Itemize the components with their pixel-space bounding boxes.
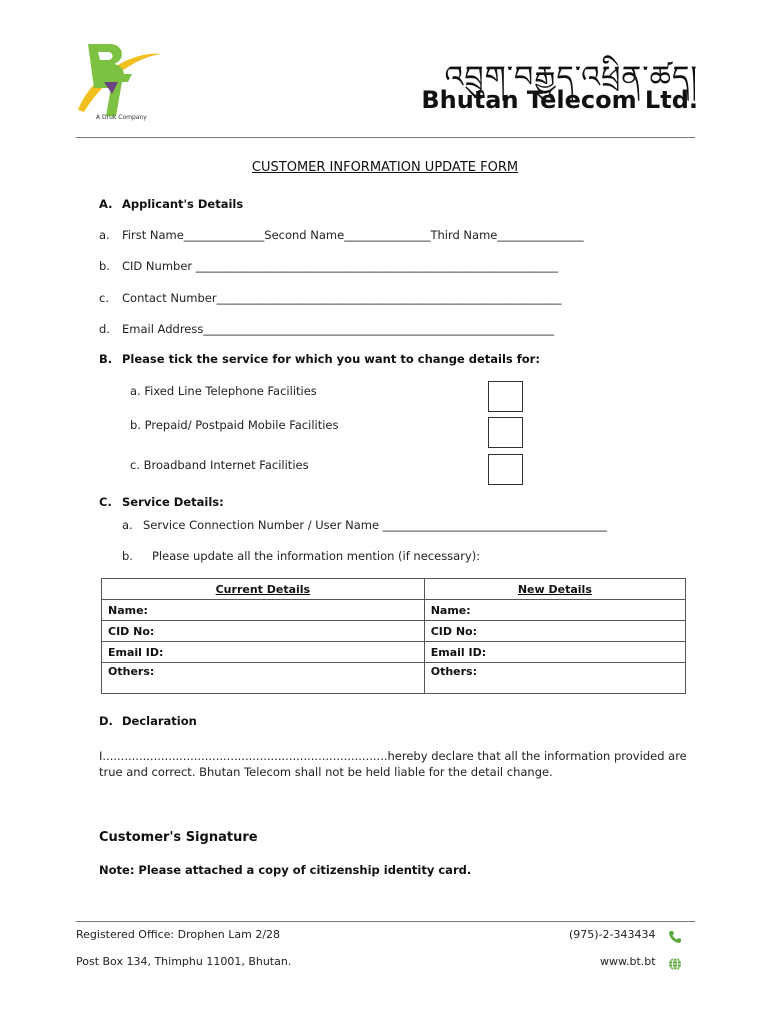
section-title: Please tick the service for which you want to change details for: — [122, 352, 540, 366]
company-name-dzongkha: འབྲུག་བརྒྱུད་འཕྲིན་ཚད། — [444, 60, 698, 95]
name-fields[interactable] — [99, 228, 584, 242]
declaration-text: I..............................................................................hereby declare that all the information provided are true and correct. Bhutan Telecom shall not be held liable for the detail change. — [99, 749, 687, 779]
section-a-heading — [99, 197, 243, 211]
section-d-heading — [99, 714, 197, 728]
customer-signature-label: Customer's Signature — [99, 830, 258, 845]
section-marker: D. — [99, 714, 113, 728]
broadband-checkbox[interactable] — [488, 454, 523, 485]
current-name-cell[interactable]: Name: — [102, 600, 425, 621]
postal-address: Post Box 134, Thimphu 11001, Bhutan. — [76, 955, 292, 968]
row-text: Contact Number____________________________________________________________ — [122, 291, 562, 305]
row-text: Service Connection Number / User Name _______________________________________ — [143, 518, 607, 532]
row-text: First Name______________Second Name_______________Third Name_______________ — [122, 228, 584, 242]
row-marker: b. — [122, 549, 133, 563]
section-title: Declaration — [122, 714, 197, 728]
details-table — [101, 578, 686, 694]
section-c-heading — [99, 495, 224, 509]
registered-office: Registered Office: Drophen Lam 2/28 — [76, 928, 281, 941]
row-marker: d. — [99, 322, 110, 336]
fixed-line-checkbox[interactable] — [488, 381, 523, 412]
section-title: Applicant's Details — [122, 197, 244, 211]
row-marker: a. — [99, 228, 110, 242]
section-marker: B. — [99, 352, 113, 366]
footer-divider — [76, 921, 695, 922]
new-cid-cell[interactable]: CID No: — [424, 621, 685, 642]
form-title: CUSTOMER INFORMATION UPDATE FORM — [251, 160, 519, 175]
email-address-field[interactable] — [99, 322, 554, 336]
service-label-fixed-line: a. Fixed Line Telephone Facilities — [130, 384, 317, 398]
current-email-cell[interactable]: Email ID: — [102, 642, 425, 663]
section-marker: A. — [99, 197, 113, 211]
new-name-cell[interactable]: Name: — [424, 600, 685, 621]
service-connection-field[interactable] — [122, 518, 607, 532]
current-others-cell[interactable]: Others: — [102, 663, 425, 694]
row-marker: b. — [99, 259, 110, 273]
citizenship-note: Note: Please attached a copy of citizenship identity card. — [99, 863, 472, 877]
mobile-checkbox[interactable] — [488, 417, 523, 448]
header-divider — [76, 137, 695, 138]
service-label-mobile: b. Prepaid/ Postpaid Mobile Facilities — [130, 418, 339, 432]
row-text: Email Address_____________________________________________________________ — [122, 322, 555, 336]
phone-number[interactable]: (975)-2-343434 — [569, 928, 656, 941]
new-email-cell[interactable]: Email ID: — [424, 642, 685, 663]
globe-icon — [668, 956, 682, 970]
company-name: Bhutan Telecom Ltd. — [421, 86, 698, 114]
row-text: Please update all the information mention (if necessary): — [152, 549, 481, 563]
current-cid-cell[interactable]: CID No: — [102, 621, 425, 642]
cid-number-field[interactable] — [99, 259, 558, 273]
update-instruction — [122, 549, 480, 563]
section-b-heading — [99, 352, 540, 366]
phone-icon — [668, 929, 682, 943]
service-label-broadband: c. Broadband Internet Facilities — [130, 458, 309, 472]
column-header-current: Current Details — [102, 579, 425, 600]
website-link[interactable]: www.bt.bt — [600, 955, 656, 968]
logo-caption: A Druk Company — [96, 114, 147, 121]
row-marker: a. — [122, 518, 133, 532]
section-title: Service Details: — [122, 495, 224, 509]
row-marker: c. — [99, 291, 109, 305]
contact-number-field[interactable] — [99, 291, 562, 305]
section-marker: C. — [99, 495, 112, 509]
new-others-cell[interactable]: Others: — [424, 663, 685, 694]
column-header-new: New Details — [424, 579, 685, 600]
row-text: CID Number _______________________________________________________________ — [122, 259, 559, 273]
